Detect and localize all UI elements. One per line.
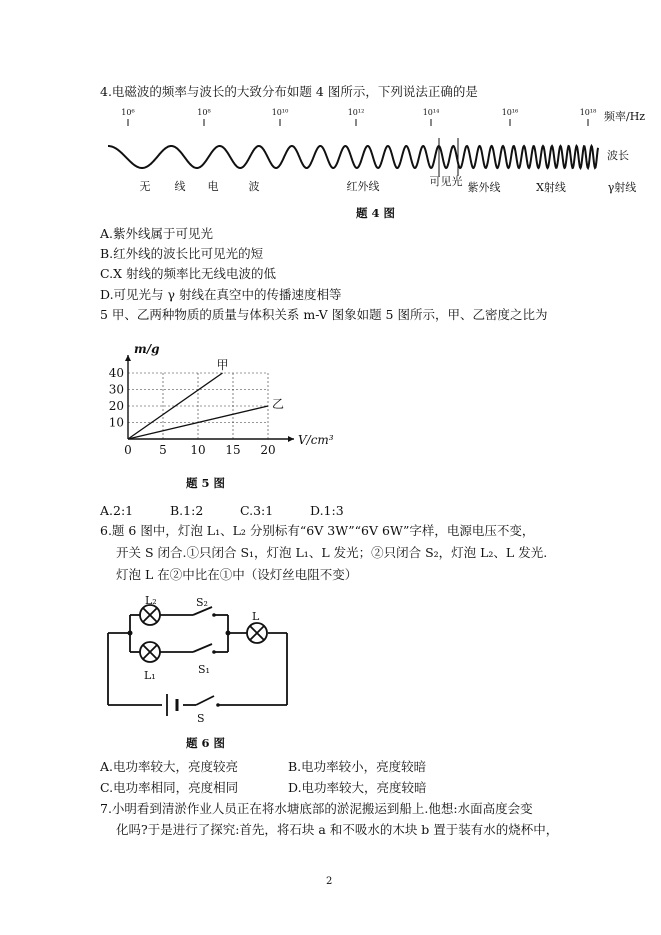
q4-stem: 4.电磁波的频率与波长的大致分布如题 4 图所示，下列说法正确的是: [100, 84, 478, 99]
switch-s-blade: [196, 696, 214, 705]
q6-stem-line2: 开关 S 闭合.①只闭合 S₁，灯泡 L₁、L 发光；②只闭合 S₂，灯泡 L₂、L 发光.: [116, 545, 548, 560]
switch-contact: [212, 613, 216, 617]
q4-option-d: D.可见光与 γ 射线在真空中的传播速度相等: [100, 287, 342, 302]
q4-option-a: A.紫外线属于可见光: [100, 226, 214, 241]
switch-contact: [216, 703, 220, 707]
x-tick-label: 10: [190, 443, 206, 457]
y-tick-label: 10: [108, 415, 124, 430]
band-label: 可见光: [429, 175, 463, 188]
x-tick-label: 0: [124, 443, 132, 457]
freq-tick-label: 10⁶: [121, 108, 135, 117]
label-s1: S₁: [198, 663, 210, 676]
label-l: L: [252, 610, 260, 623]
switch-s1-blade: [193, 644, 212, 652]
freq-tick-label: 10¹²: [347, 108, 365, 117]
freq-tick-label: 10¹⁸: [579, 108, 597, 117]
y-axis-label: m/g: [134, 342, 160, 356]
band-label: 无: [139, 180, 151, 193]
freq-unit-label: 频率/Hz: [604, 110, 646, 123]
x-tick-label: 5: [159, 443, 167, 457]
q5-option-a: A.2:1: [100, 503, 134, 518]
band-label: 波: [248, 180, 260, 193]
page-number: 2: [326, 876, 333, 887]
q6-option-d: D.电功率较大，亮度较暗: [288, 780, 427, 795]
q6-caption: 题 6 图: [186, 736, 226, 750]
series-label: 甲: [216, 358, 229, 372]
q7-line1: 7.小明看到清淤作业人员正在将水塘底部的淤泥搬运到船上.他想:水面高度会变: [100, 801, 533, 816]
freq-tick-label: 10⁸: [197, 108, 211, 117]
freq-tick-label: 10¹⁰: [271, 108, 289, 117]
q6-stem-line1: 6.题 6 图中，灯泡 L₁、L₂ 分别标有“6V 3W”“6V 6W”字样，电源电压不变，: [100, 523, 535, 538]
q5-caption: 题 5 图: [186, 476, 226, 490]
freq-tick-label: 10¹⁴: [422, 108, 440, 117]
q4-option-c: C.X 射线的频率比无线电波的低: [100, 266, 276, 281]
y-tick-label: 30: [108, 382, 124, 397]
q6-option-c: C.电功率相同，亮度相同: [100, 780, 239, 795]
q5-option-c: C.3:1: [240, 503, 274, 518]
band-label: 线: [174, 180, 186, 193]
freq-tick-label: 10¹⁶: [501, 108, 519, 117]
label-s2: S₂: [196, 596, 208, 609]
q5-option-b: B.1:2: [170, 503, 204, 518]
switch-contact: [212, 650, 216, 654]
label-s: S: [197, 712, 205, 725]
y-tick-label: 20: [108, 399, 124, 413]
label-l1: L₁: [144, 669, 156, 682]
q6-stem-line3: 灯泡 L 在②中比在①中（设灯丝电阻不变）: [116, 567, 358, 582]
junction-node: [226, 631, 231, 636]
junction-node: [128, 631, 133, 636]
band-label: 电: [207, 180, 219, 193]
x-axis-label: V/cm³: [298, 433, 334, 447]
q5-option-d: D.1:3: [310, 503, 344, 518]
x-tick-label: 15: [225, 443, 241, 457]
band-label: γ射线: [607, 181, 637, 194]
y-tick-label: 40: [108, 366, 124, 380]
x-tick-label: 20: [260, 443, 276, 457]
q4-caption: 题 4 图: [356, 206, 396, 220]
band-label: 紫外线: [467, 181, 501, 194]
q4-option-b: B.红外线的波长比可见光的短: [100, 246, 264, 261]
q7-line2: 化吗?于是进行了探究:首先，将石块 a 和不吸水的木块 b 置于装有水的烧杯中，: [116, 822, 559, 837]
q5-stem: 5 甲、乙两种物质的质量与体积关系 m-V 图象如题 5 图所示，甲、乙密度之比为: [100, 307, 548, 322]
wavelength-label: 波长: [607, 149, 629, 162]
series-label: 乙: [272, 397, 285, 411]
band-label: X射线: [536, 181, 566, 194]
band-label: 红外线: [346, 180, 380, 193]
q6-option-a: A.电功率较大，亮度较亮: [100, 759, 239, 774]
label-l2: L₂: [145, 594, 157, 607]
q6-option-b: B.电功率较小，亮度较暗: [288, 759, 427, 774]
